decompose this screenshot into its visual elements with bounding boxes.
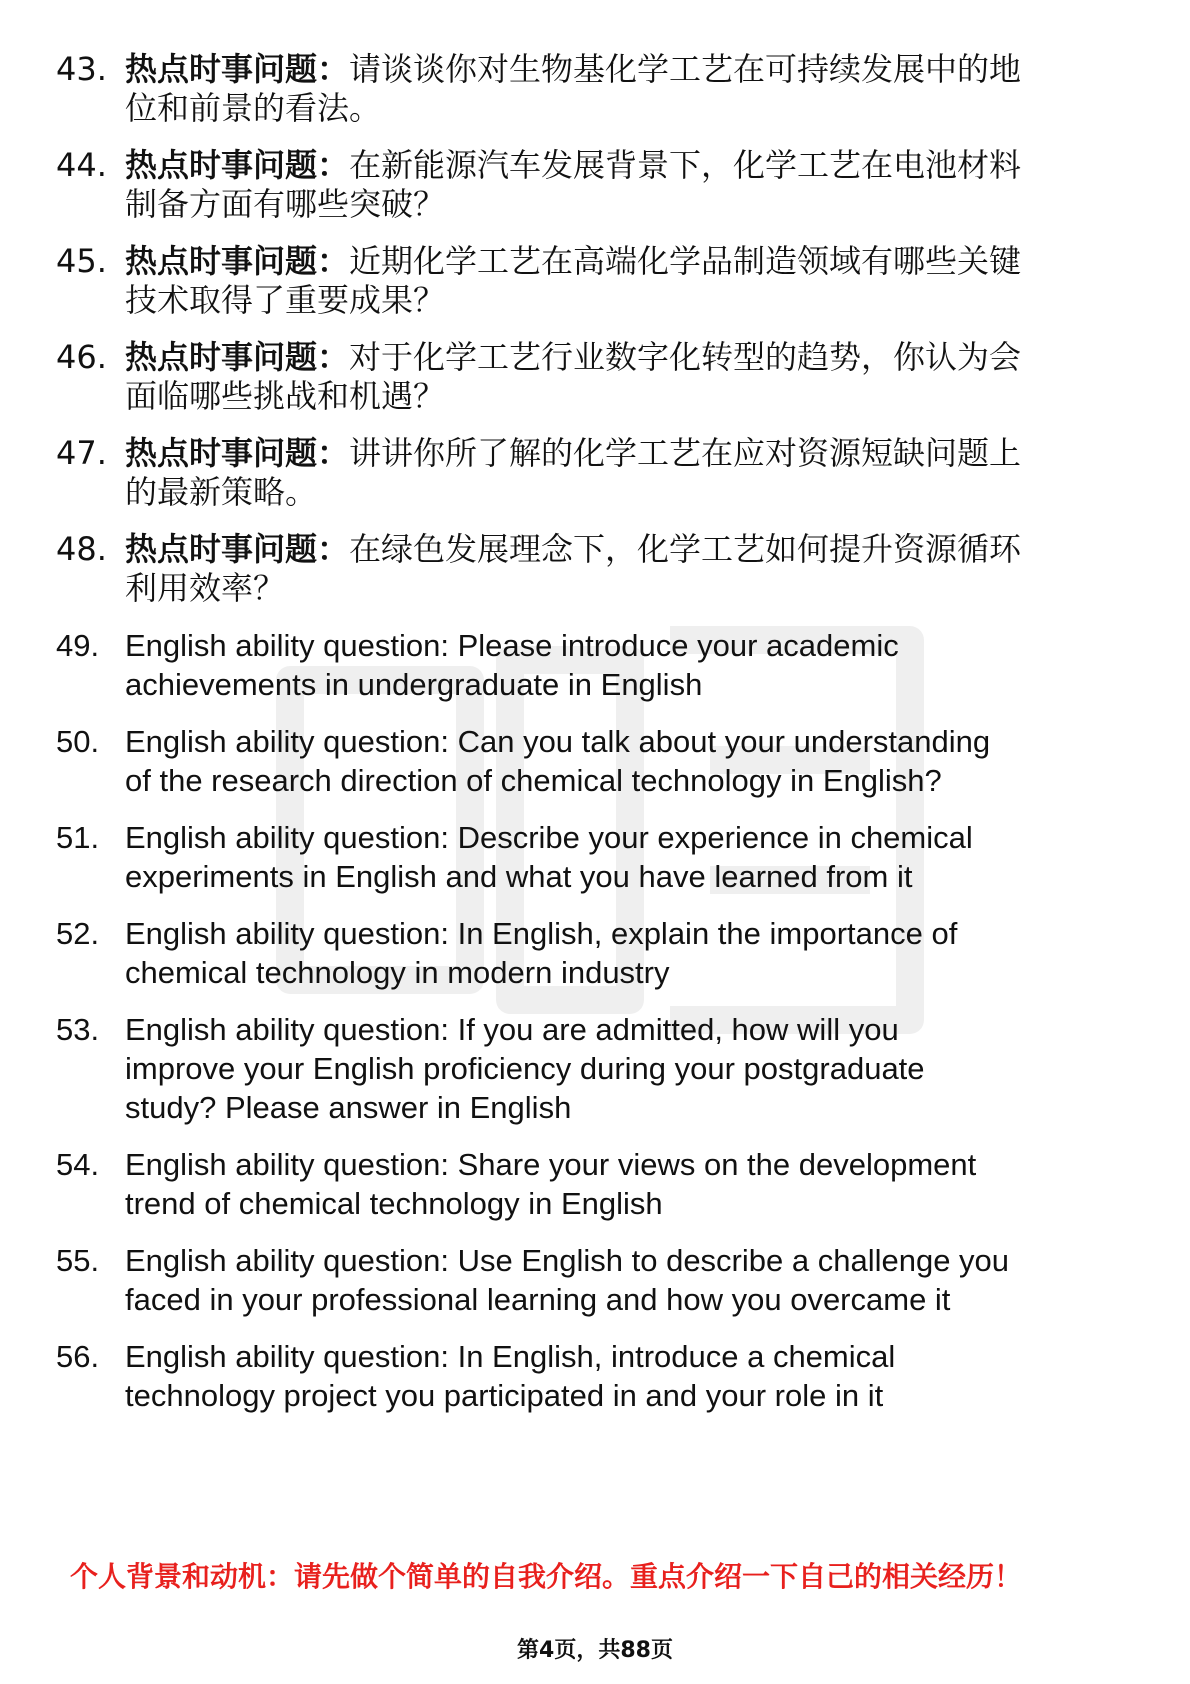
question-text-line <box>125 183 445 226</box>
question-text-line <box>125 87 381 130</box>
question-text: study? Please answer in English <box>125 1090 572 1125</box>
question-text-line <box>125 663 702 706</box>
question-text: English ability question: Use English to describe a challenge you <box>125 1243 1010 1278</box>
question-text: technology project you participated in and your role in it <box>125 1378 884 1413</box>
question-text-line <box>125 1239 1009 1282</box>
question-text: English ability question: Please introduce your academic <box>125 628 899 663</box>
question-number: 56. <box>56 1339 100 1374</box>
question-number: 53. <box>56 1012 100 1047</box>
question-text: 面临哪些挑战和机遇？ <box>125 377 446 415</box>
question-text-line <box>125 855 913 898</box>
question-text: achievements in undergraduate in English <box>125 667 703 702</box>
question-number: 47. <box>56 434 107 472</box>
question-number: 46. <box>56 338 107 376</box>
question-text: improve your English proficiency during your postgraduate <box>125 1051 925 1086</box>
question-number: 48. <box>56 530 107 568</box>
question-text-line <box>125 816 973 859</box>
page-number: 第4页，共88页 <box>517 1638 673 1663</box>
question-number: 49. <box>56 628 100 663</box>
question-text-line <box>125 1278 950 1321</box>
question-text-line <box>125 1335 895 1378</box>
question-number: 45. <box>56 242 107 280</box>
question-text: 近期化学工艺在高端化学品制造领域有哪些关键 <box>349 242 1022 280</box>
question-text: 在新能源汽车发展背景下，化学工艺在电池材料 <box>349 146 1022 184</box>
question-text: English ability question: Describe your experience in chemical <box>125 820 973 855</box>
question-text: trend of chemical technology in English <box>125 1186 663 1221</box>
question-text: 对于化学工艺行业数字化转型的趋势，你认为会 <box>349 338 1022 376</box>
question-text: 技术取得了重要成果？ <box>125 281 446 319</box>
question-text: 在绿色发展理念下，化学工艺如何提升资源循环 <box>349 530 1022 568</box>
question-category: 热点时事问题： <box>125 338 350 376</box>
question-text-line <box>125 759 942 802</box>
question-text: 讲讲你所了解的化学工艺在应对资源短缺问题上 <box>349 434 1022 472</box>
question-text: experiments in English and what you have learned from it <box>125 859 913 894</box>
question-text-line <box>125 1008 899 1051</box>
question-text: English ability question: In English, introduce a chemical <box>125 1339 896 1374</box>
question-text: English ability question: Share your views on the development <box>125 1147 977 1182</box>
question-text: chemical technology in modern industry <box>125 955 670 990</box>
question-text-line <box>125 375 445 418</box>
question-number: 52. <box>56 916 100 951</box>
question-number: 50. <box>56 724 100 759</box>
question-text-line <box>125 951 670 994</box>
question-text: of the research direction of chemical technology in English? <box>125 763 942 798</box>
question-text-line <box>125 144 1021 187</box>
question-text-line <box>125 1374 883 1417</box>
question-category: 热点时事问题： <box>125 530 350 568</box>
question-text-line <box>125 432 1021 475</box>
question-text-line <box>125 567 285 610</box>
question-category: 热点时事问题： <box>125 146 350 184</box>
question-number: 54. <box>56 1147 100 1182</box>
question-text: faced in your professional learning and how you overcame it <box>125 1282 951 1317</box>
question-text-line <box>125 720 990 763</box>
question-text-line <box>125 912 957 955</box>
question-text: 的最新策略。 <box>125 473 318 511</box>
question-number: 44. <box>56 146 107 184</box>
question-category: 热点时事问题： <box>125 434 350 472</box>
question-number: 55. <box>56 1243 100 1278</box>
question-text: 请谈谈你对生物基化学工艺在可持续发展中的地 <box>349 50 1022 88</box>
question-text-line <box>125 1143 976 1186</box>
question-text-line <box>125 240 1021 283</box>
question-text: 位和前景的看法。 <box>125 89 382 127</box>
question-text: English ability question: If you are admitted, how will you <box>125 1012 899 1047</box>
question-text-line <box>125 1086 571 1129</box>
question-text: 制备方面有哪些突破？ <box>125 185 446 223</box>
question-text-line <box>125 528 1021 571</box>
question-text-line <box>125 1182 663 1225</box>
question-text-line <box>125 279 445 322</box>
question-text-line <box>125 624 899 667</box>
question-text-line <box>125 336 1021 379</box>
question-category: 热点时事问题： <box>125 50 350 88</box>
question-text: 利用效率？ <box>125 569 286 607</box>
question-number: 43. <box>56 50 107 88</box>
question-text: English ability question: Can you talk about your understanding <box>125 724 991 759</box>
question-text: English ability question: In English, explain the importance of <box>125 916 958 951</box>
question-text-line <box>125 471 317 514</box>
question-text-line <box>125 1047 925 1090</box>
question-number: 51. <box>56 820 100 855</box>
question-text-line <box>125 48 1021 91</box>
question-category: 热点时事问题： <box>125 242 350 280</box>
section-heading: 个人背景和动机：请先做个简单的自我介绍。重点介绍一下自己的相关经历！ <box>70 1560 1023 1593</box>
